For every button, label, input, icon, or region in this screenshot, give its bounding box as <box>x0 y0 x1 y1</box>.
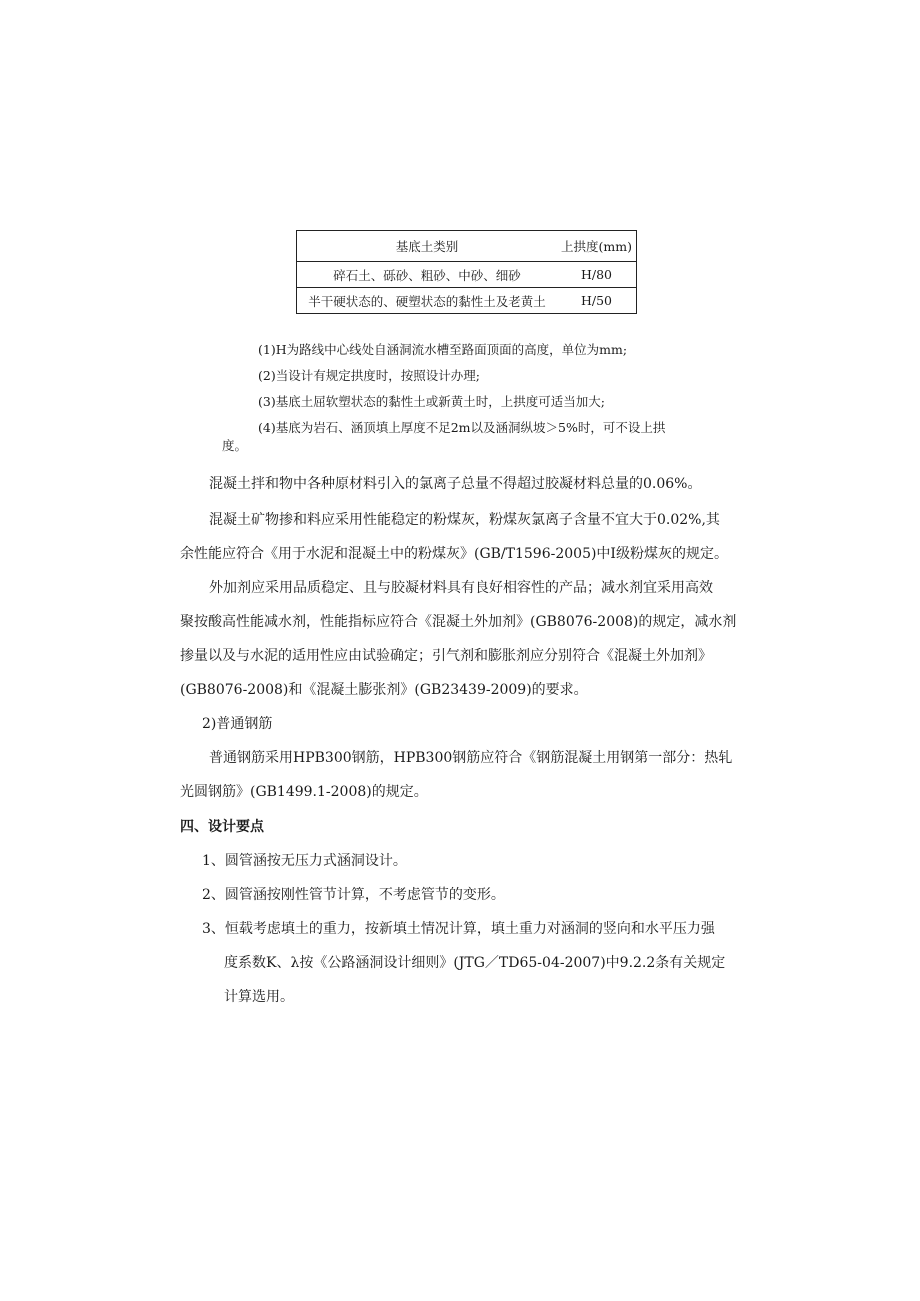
paragraph-flyash-2: 余性能应符合《用于水泥和混凝土中的粉煤灰》(GB/T1596-2005)中Ⅰ级粉煤灰的规定。 <box>180 546 728 562</box>
design-point-2: 2、圆管涵按刚性管节计算，不考虑管节的变形。 <box>202 887 505 903</box>
table-row <box>297 288 637 314</box>
cell-camber: H/80 <box>557 262 637 288</box>
table-note-4-cont: 度。 <box>222 438 248 453</box>
paragraph-admixture-3: 掺量以及与水泥的适用性应由试验确定；引气剂和膨胀剂应分别符合《混凝土外加剂》 <box>180 648 712 664</box>
paragraph-admixture-4: (GB8076-2008)和《混凝土膨张剂》(GB23439-2009)的要求。 <box>180 682 588 698</box>
subheading-rebar: 2)普通钢筋 <box>202 716 273 732</box>
section-title: 四、设计要点 <box>180 819 264 835</box>
paragraph-flyash-1: 混凝土矿物掺和料应采用性能稳定的粉煤灰，粉煤灰氯离子含量不宜大于0.02%,其 <box>209 512 720 528</box>
cell-soil-type: 碎石土、砾砂、粗砂、中砂、细砂 <box>297 262 558 288</box>
paragraph-admixture-1: 外加剂应采用品质稳定、且与胶凝材料具有良好相容性的产品；减水剂宜采用高效 <box>209 580 713 596</box>
paragraph-rebar-1: 普通钢筋采用HPB300钢筋，HPB300钢筋应符合《钢筋混凝土用钢第一部分：热轧 <box>209 750 733 766</box>
table-note-3: (3)基底土屈软塑状态的黏性土或新黄土时，上拱度可适当加大; <box>258 394 605 409</box>
paragraph-rebar-2: 光圆钢筋》(GB1499.1-2008)的规定。 <box>180 784 428 800</box>
header-soil-type: 基底土类别 <box>395 239 459 254</box>
cell-soil-type: 半干硬状态的、硬塑状态的黏性土及老黄土 <box>297 288 558 314</box>
design-point-3-end: 计算选用。 <box>224 989 294 1005</box>
header-camber: 上拱度(mm) <box>561 239 632 254</box>
cell-camber: H/50 <box>557 288 637 314</box>
table-note-2: (2)当设计有规定拱度时，按照设计办理; <box>258 368 480 383</box>
table-header-row <box>297 231 637 262</box>
table-row <box>297 262 637 288</box>
design-point-3: 3、恒载考虑填土的重力，按新填土情况计算，填土重力对涵洞的竖向和水平压力强 <box>202 921 715 937</box>
paragraph-chloride: 混凝土拌和物中各种原材料引入的氯离子总量不得超过胶凝材料总量的0.06%。 <box>209 476 702 492</box>
camber-table <box>296 230 637 314</box>
table-note-4: (4)基底为岩石、涵顶填上厚度不足2m以及涵洞纵坡＞5%时，可不设上拱 <box>258 420 666 435</box>
paragraph-admixture-2: 聚按酸高性能减水剂，性能指标应符合《混凝土外加剂》(GB8076-2008)的规定，减水剂 <box>180 614 737 630</box>
design-point-1: 1、圆管涵按无压力式涵洞设计。 <box>202 853 407 869</box>
table-note-1: (1)H为路线中心线处自涵洞流水槽至路面顶面的高度，单位为mm; <box>258 342 628 357</box>
design-point-3-cont: 度系数K、λ按《公路涵洞设计细则》(JTG／TD65-04-2007)中9.2.2条有关规定 <box>224 955 726 971</box>
